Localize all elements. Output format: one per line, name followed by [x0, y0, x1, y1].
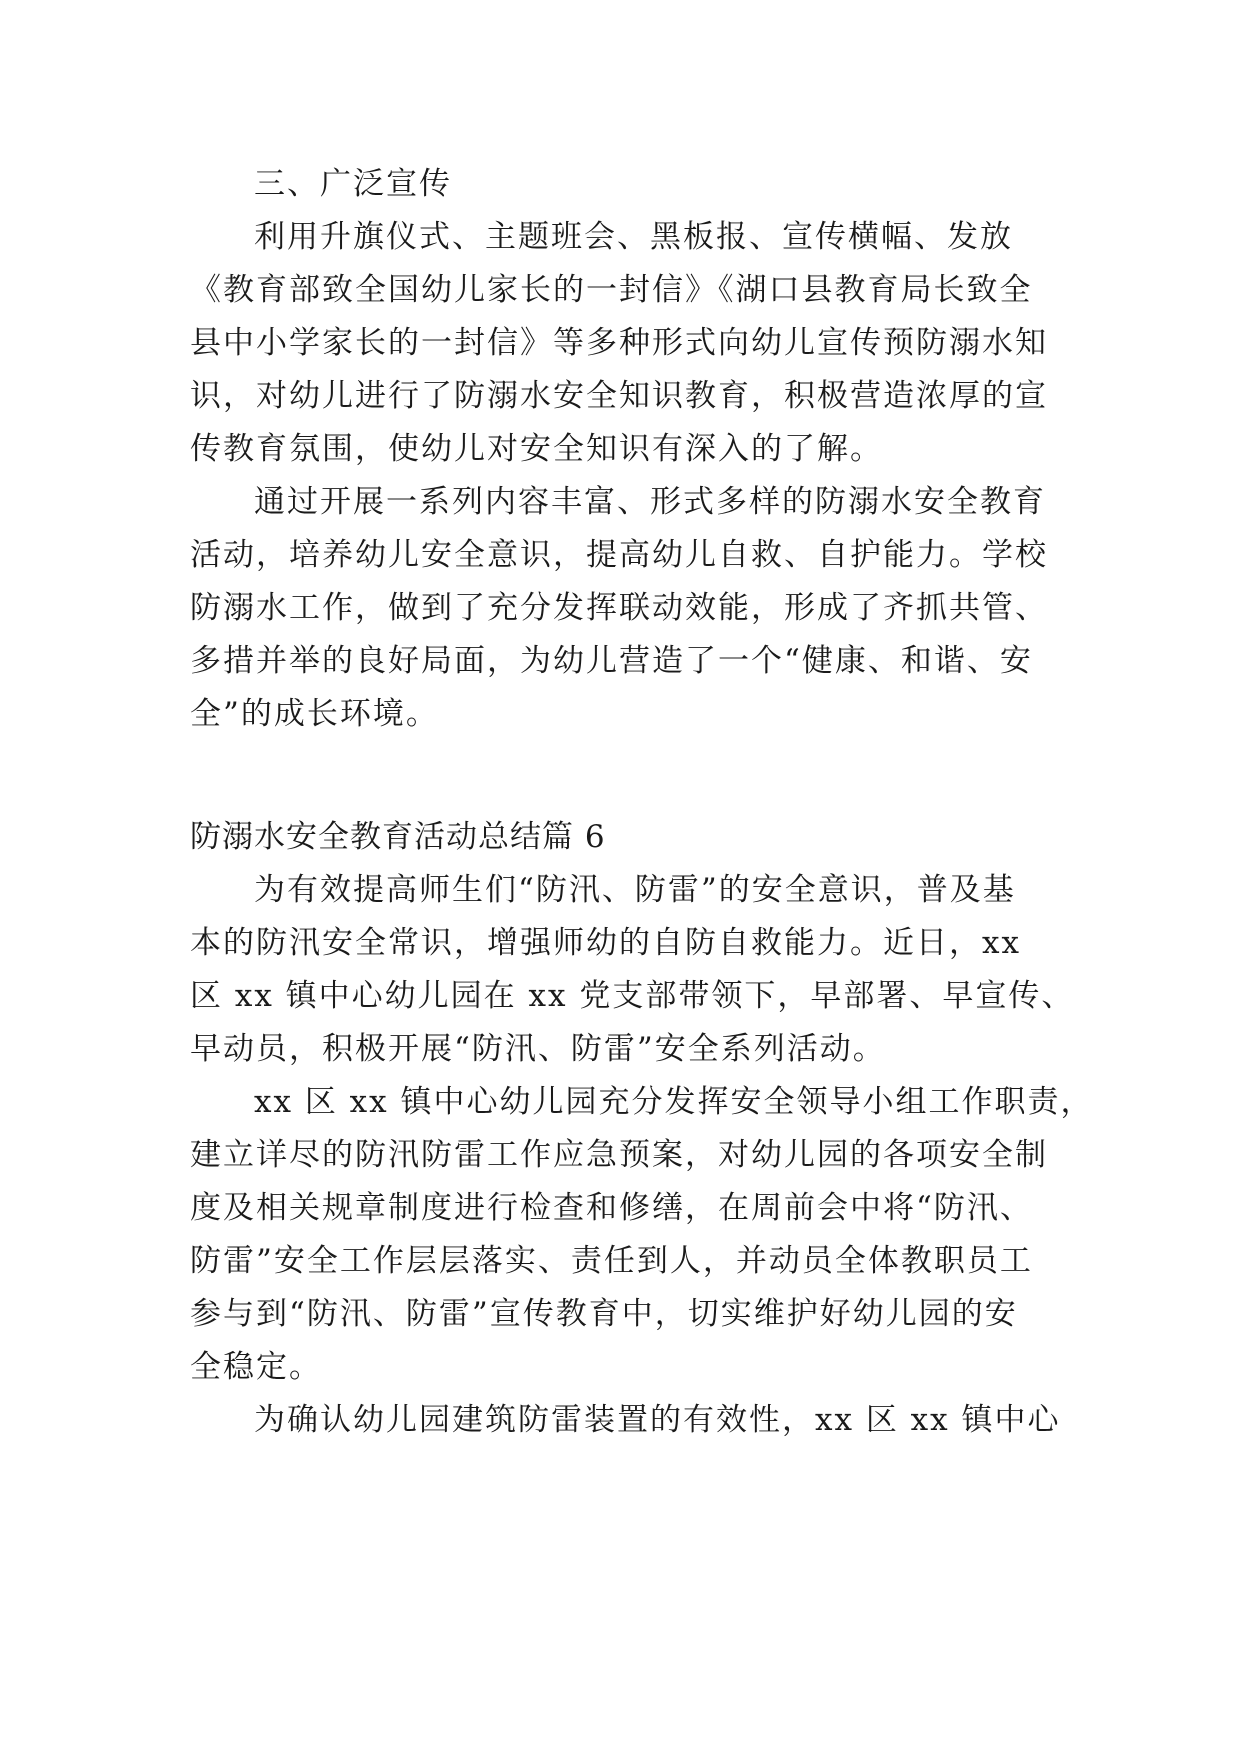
text-line: 度及相关规章制度进行检查和修缮，在周前会中将“防汛、 — [190, 1190, 1033, 1226]
document-body — [190, 158, 1094, 1447]
paragraph — [190, 1076, 1094, 1394]
section-heading: 三、广泛宣传 — [254, 166, 452, 202]
paragraph — [190, 1394, 1070, 1447]
paragraph — [190, 211, 1070, 476]
paragraph — [190, 864, 1075, 1076]
text-line: 全稳定。 — [190, 1349, 322, 1385]
text-line: 全”的成长环境。 — [190, 696, 439, 732]
text-line: 传教育氛围，使幼儿对安全知识有深入的了解。 — [190, 431, 883, 467]
text-line: 建立详尽的防汛防雷工作应急预案，对幼儿园的各项安全制 — [190, 1137, 1048, 1173]
text-line: 通过开展一系列内容丰富、形式多样的防溺水安全教育 — [254, 484, 1046, 520]
text-line: 为有效提高师生们“防汛、防雷”的安全意识，普及基 — [254, 872, 1016, 908]
paragraph — [190, 476, 1070, 741]
text-line: 活动，培养幼儿安全意识，提高幼儿自救、自护能力。学校 — [190, 537, 1048, 573]
text-line: 本的防汛安全常识，增强师幼的自防自救能力。近日，xx — [190, 925, 1021, 961]
text-line: 县中小学家长的一封信》等多种形式向幼儿宣传预防溺水知 — [190, 325, 1048, 361]
text-line: 参与到“防汛、防雷”宣传教育中，切实维护好幼儿园的安 — [190, 1296, 1018, 1332]
text-line: xx 区 xx 镇中心幼儿园充分发挥安全领导小组工作职责， — [254, 1084, 1094, 1120]
text-line: 早动员，积极开展“防汛、防雷”安全系列活动。 — [190, 1031, 886, 1067]
text-line: 防溺水工作，做到了充分发挥联动效能，形成了齐抓共管、 — [190, 590, 1048, 626]
article-title: 防溺水安全教育活动总结篇 6 — [190, 819, 606, 855]
text-line: 防雷”安全工作层层落实、责任到人，并动员全体教职员工 — [190, 1243, 1033, 1279]
text-line: 识，对幼儿进行了防溺水安全知识教育，积极营造浓厚的宣 — [190, 378, 1048, 414]
text-line: 为确认幼儿园建筑防雷装置的有效性，xx 区 xx 镇中心 — [254, 1402, 1061, 1438]
text-line: 多措并举的良好局面，为幼儿营造了一个“健康、和谐、安 — [190, 643, 1033, 679]
text-line: 《教育部致全国幼儿家长的一封信》《湖口县教育局长致全 — [190, 272, 1033, 308]
text-line: 区 xx 镇中心幼儿园在 xx 党支部带领下，早部署、早宣传、 — [190, 978, 1075, 1014]
text-line: 利用升旗仪式、主题班会、黑板报、宣传横幅、发放 — [254, 219, 1013, 255]
